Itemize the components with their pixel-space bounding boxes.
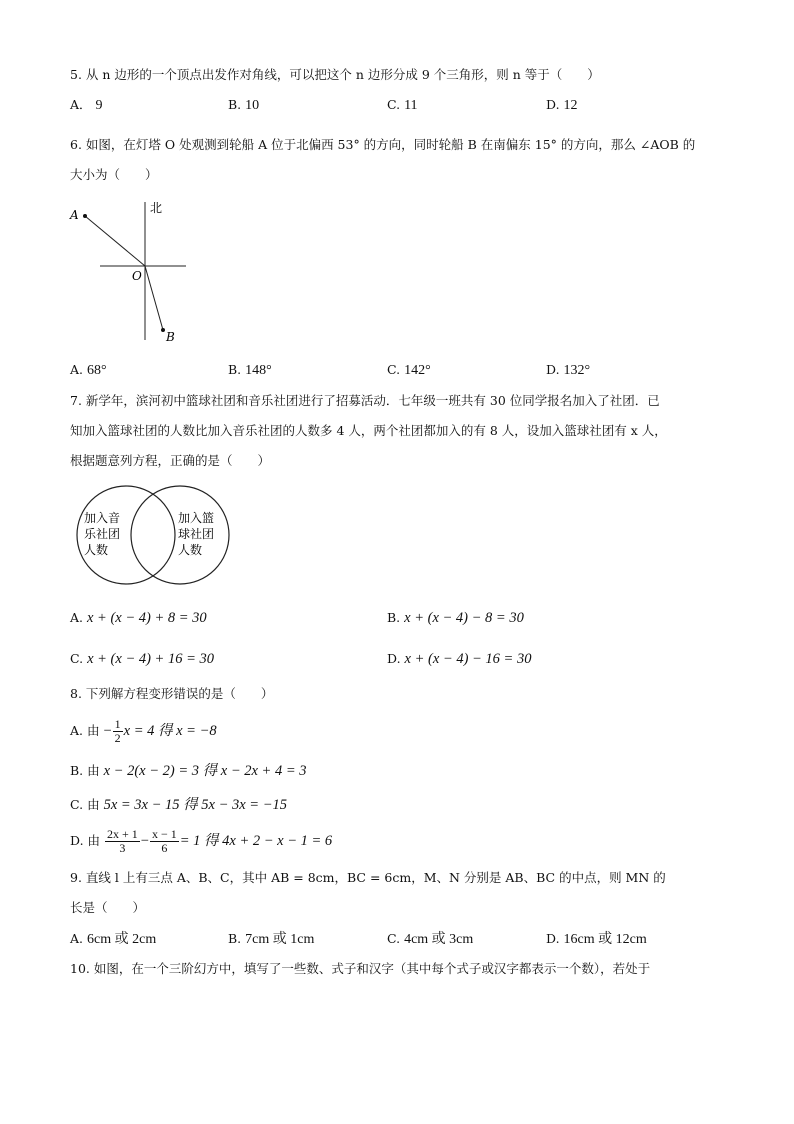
q9-option-c: C. 4cm 或 3cm (387, 931, 474, 947)
venn-right-line3: 人数 (178, 543, 203, 557)
q7-option-b: B. x + (x − 4) − 8 = 30 (387, 610, 524, 626)
q8-option-c: C. 由 5x = 3x − 15 得 5x − 3x = −15 (70, 797, 287, 813)
point-b-label: B (166, 330, 175, 344)
q6-stem-line2: 大小为（ ） (70, 167, 158, 182)
point-a-dot (83, 214, 87, 218)
q10-stem-line1: 10. 如图，在一个三阶幻方中，填写了一些数、式子和汉字（其中每个式子或汉字都表示一个数），若处于 (70, 961, 651, 976)
q8-d-fraction-2: $\frac{x - 1}{6}$ (151, 827, 177, 855)
q8-option-b: B. 由 x − 2(x − 2) = 3 得 x − 2x + 4 = 3 (70, 763, 307, 779)
q5-option-a: A． 9 (70, 97, 103, 113)
q9-option-b: B. 7cm 或 1cm (228, 931, 315, 947)
venn-left-line3: 人数 (84, 543, 109, 557)
point-a-label: A (70, 208, 79, 222)
q7-stem-line2: 知加入篮球社团的人数比加入音乐社团的人数多 4 人，两个社团都加入的有 8 人，设加入篮球社团有 x 人， (70, 423, 667, 438)
venn-right-line2: 球社团 (178, 527, 215, 541)
q8-stem: 8. 下列解方程变形错误的是（ ） (70, 686, 274, 701)
q6-option-a: A. 68° (70, 362, 107, 378)
q5-option-b: B. 10 (228, 97, 260, 113)
q5-stem: 5. 从 n 边形的一个顶点出发作对角线，可以把这个 n 边形分成 9 个三角形，则 n 等于（ ） (70, 67, 600, 82)
venn-left-line1: 加入音 (84, 511, 121, 525)
point-o-label: O (132, 269, 142, 283)
q7-stem-line3: 根据题意列方程，正确的是（ ） (70, 453, 271, 468)
q8-option-d: D. 由 $\frac{2x + 1}{3}$ − $\frac{x - 1}{6}$ = 1 得 4x + 2 − x − 1 = 6 (70, 827, 333, 855)
q6-stem-line1: 6. 如图，在灯塔 O 处观测到轮船 A 位于北偏西 53° 的方向，同时轮船 B 在南偏东 15° 的方向，那么 ∠AOB 的 (70, 137, 696, 152)
q9-stem-line1: 9. 直线 l 上有三点 A、B、C，其中 AB = 8cm，BC = 6cm，M、N 分别是 AB、BC 的中点，则 MN 的 (70, 870, 666, 885)
q6-option-b: B. 148° (228, 362, 272, 378)
venn-left-line2: 乐社团 (84, 527, 121, 541)
q8-d-fraction-1: $\frac{2x + 1}{3}$ (107, 827, 138, 855)
q9-option-d: D. 16cm 或 12cm (546, 931, 647, 947)
q7-option-d: D. x + (x − 4) − 16 = 30 (387, 651, 532, 667)
venn-diagram (68, 484, 236, 586)
north-label: 北 (150, 201, 163, 215)
q7-option-a: A. x + (x − 4) + 8 = 30 (70, 610, 207, 626)
q7-stem-line1: 7. 新学年，滨河初中篮球社团和音乐社团进行了招募活动．七年级一班共有 30 位同学报名加入了社团．已 (70, 393, 660, 408)
q9-option-a: A. 6cm 或 2cm (70, 931, 157, 947)
q5-option-c: C. 11 (387, 97, 418, 113)
q8-a-fraction: $\frac{1}{2}$ (114, 717, 121, 745)
compass-figure (66, 198, 196, 346)
q7-option-c: C. x + (x − 4) + 16 = 30 (70, 651, 214, 667)
point-b-dot (161, 328, 165, 332)
q6-option-c: C. 142° (387, 362, 431, 378)
q8-option-a: A. 由 − $\frac{1}{2}$ x = 4 得 x = −8 (70, 717, 217, 745)
venn-right-line1: 加入篮 (178, 511, 215, 525)
q5-option-d: D. 12 (546, 97, 578, 113)
q6-option-d: D. 132° (546, 362, 591, 378)
q9-stem-line2: 长是（ ） (70, 900, 146, 915)
